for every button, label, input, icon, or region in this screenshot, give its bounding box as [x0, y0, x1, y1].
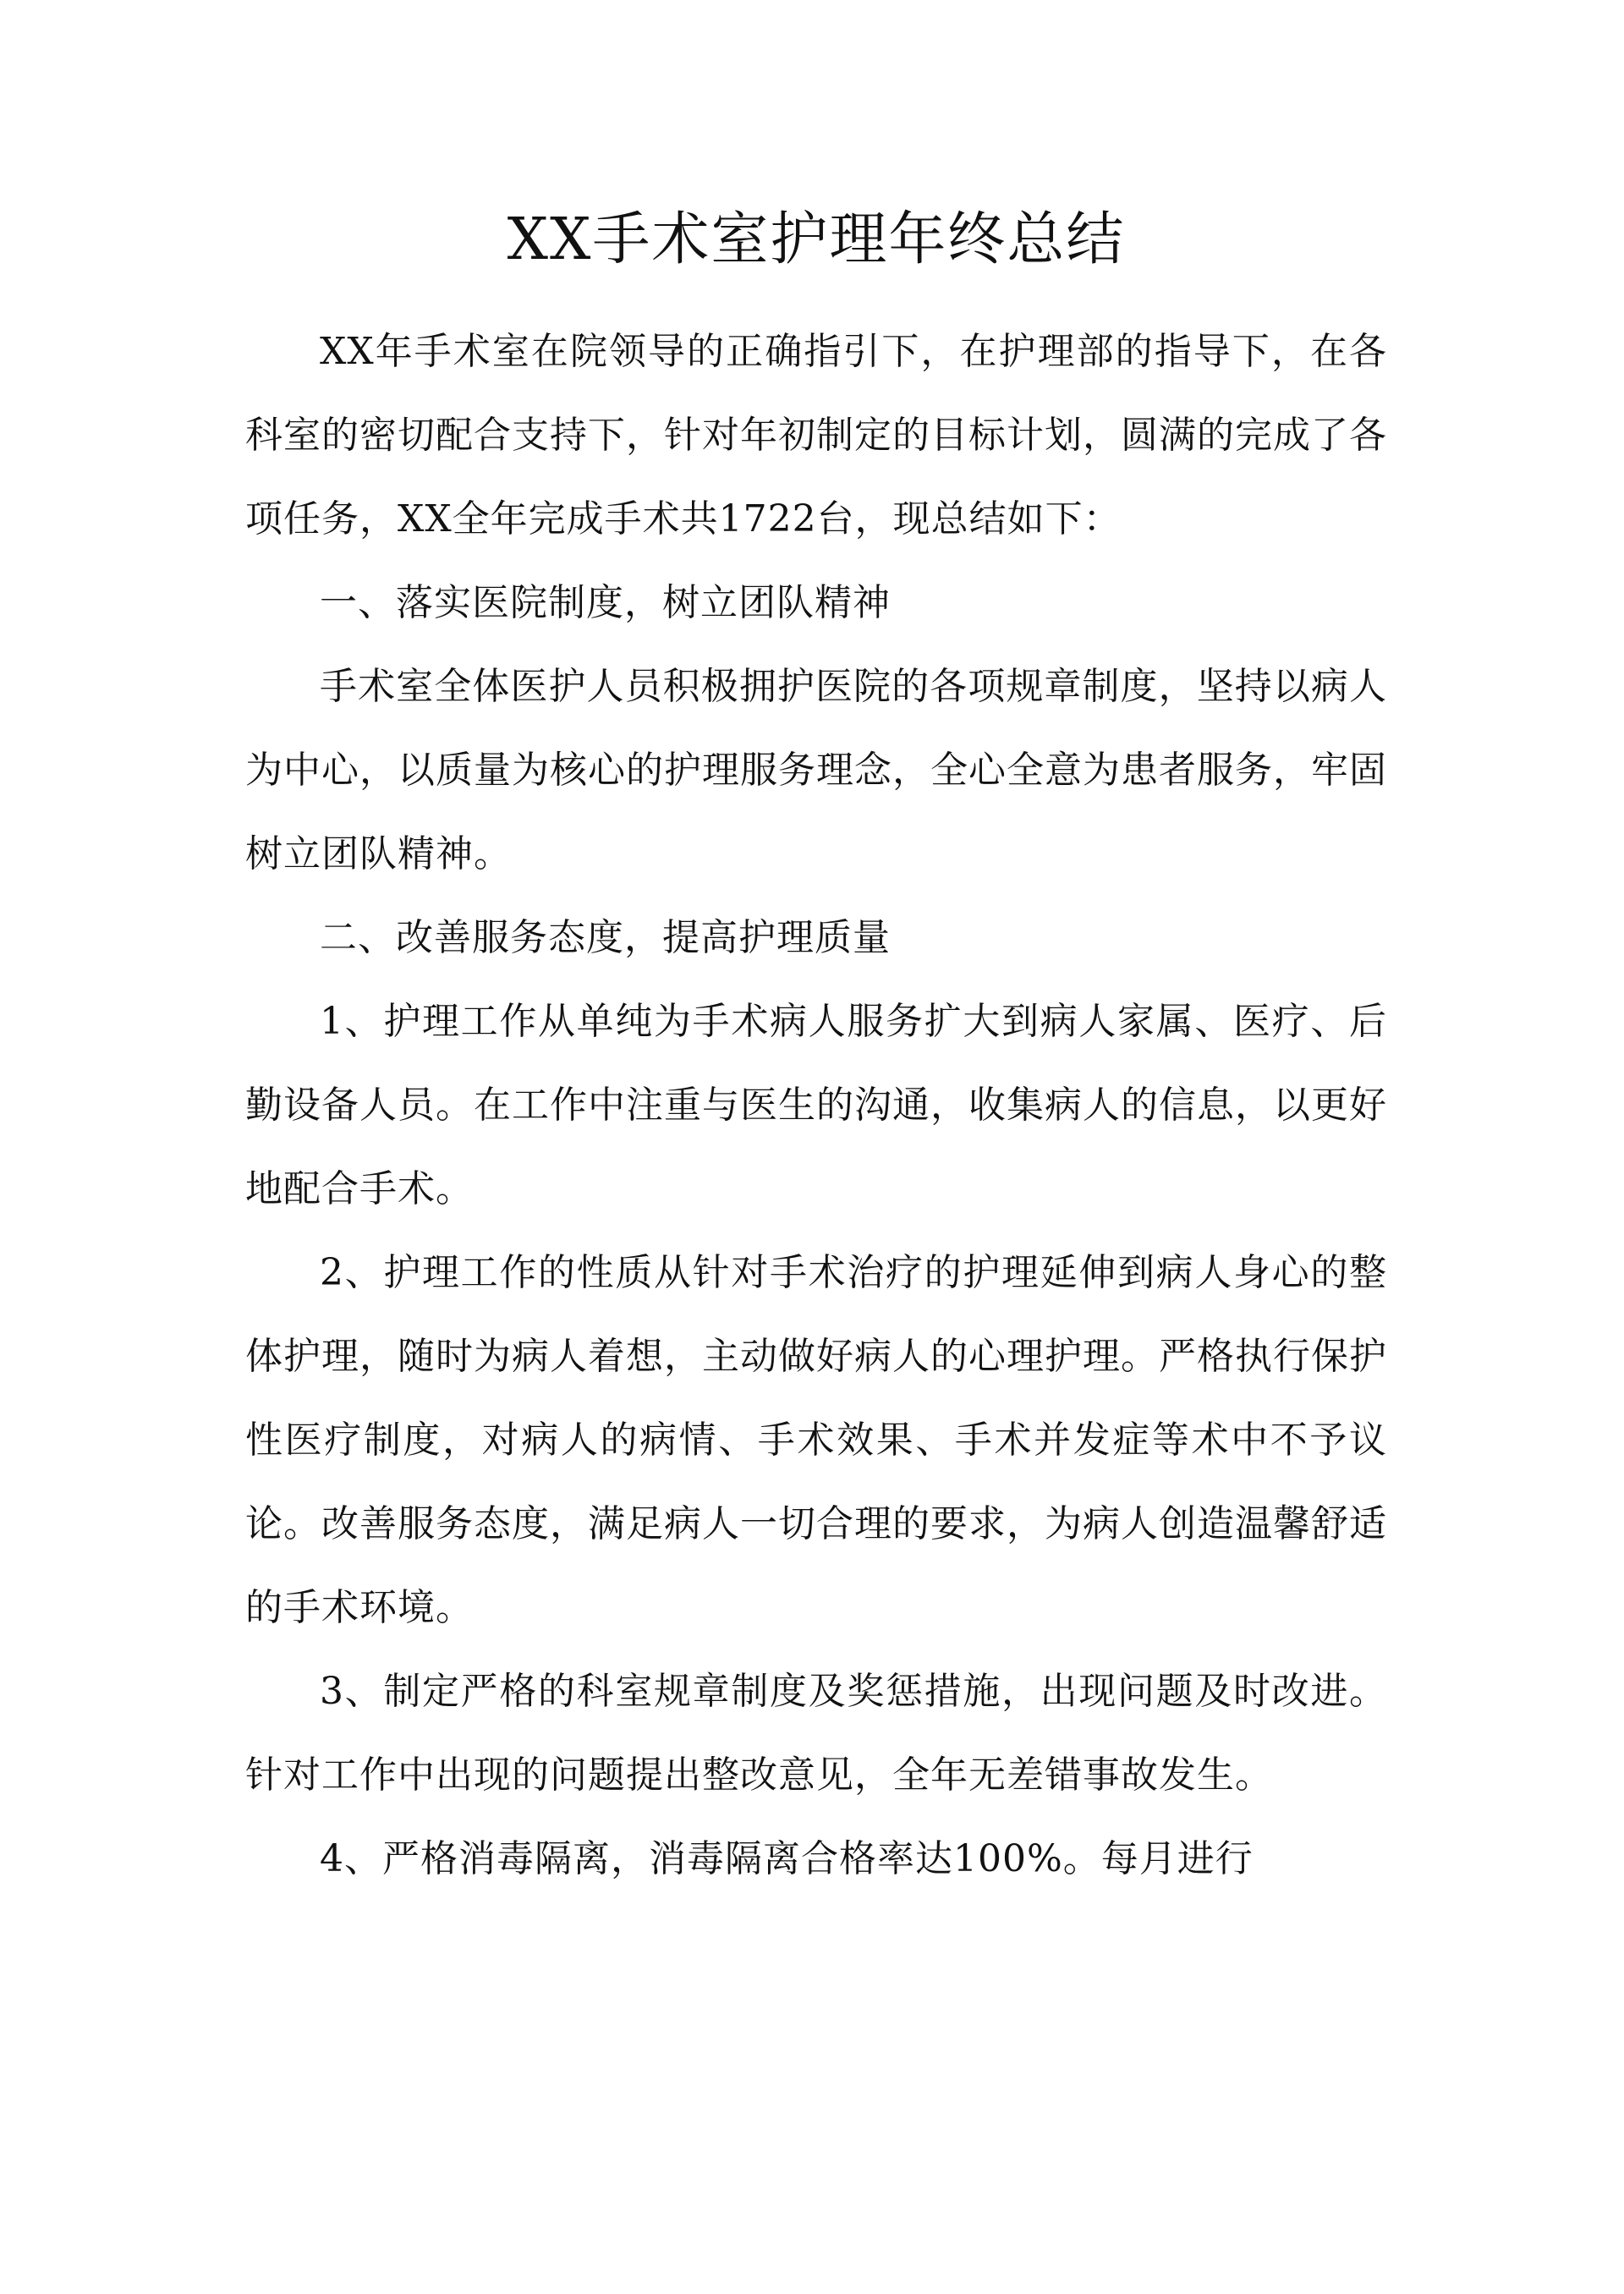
paragraph-intro: XX年手术室在院领导的正确指引下，在护理部的指导下，在各科室的密切配合支持下，针对年初制定的目标计划，圆满的完成了各项任务，XX全年完成手术共1722台，现总结如下： — [245, 330, 1387, 541]
list-item-2: 2、护理工作的性质从针对手术治疗的护理延伸到病人身心的整体护理，随时为病人着想，主动做好病人的心理护理。严格执行保护性医疗制度，对病人的病情、手术效果、手术并发症等术中不予议论。改善服务态度，满足病人一切合理的要求，为病人创造温馨舒适的手术环境。 — [245, 1251, 1387, 1629]
list-item-4: 4、严格消毒隔离，消毒隔离合格率达100%。每月进行 — [320, 1837, 1254, 1880]
section-heading-2: 二、改善服务态度，提高护理质量 — [320, 916, 891, 959]
document-title: XX手术室护理年终总结 — [507, 206, 1126, 273]
list-item-3: 3、制定严格的科室规章制度及奖惩措施，出现问题及时改进。针对工作中出现的问题提出整改意见，全年无差错事故发生。 — [245, 1670, 1387, 1797]
list-item-1: 1、护理工作从单纯为手术病人服务扩大到病人家属、医疗、后勤设备人员。在工作中注重与医生的沟通，收集病人的信息，以更好地配合手术。 — [245, 1000, 1387, 1210]
paragraph-section-1: 手术室全体医护人员积极拥护医院的各项规章制度，坚持以病人为中心，以质量为核心的护理服务理念，全心全意为患者服务，牢固树立团队精神。 — [245, 665, 1387, 875]
section-heading-1: 一、落实医院制度，树立团队精神 — [320, 581, 891, 624]
document-body — [245, 193, 1387, 1901]
